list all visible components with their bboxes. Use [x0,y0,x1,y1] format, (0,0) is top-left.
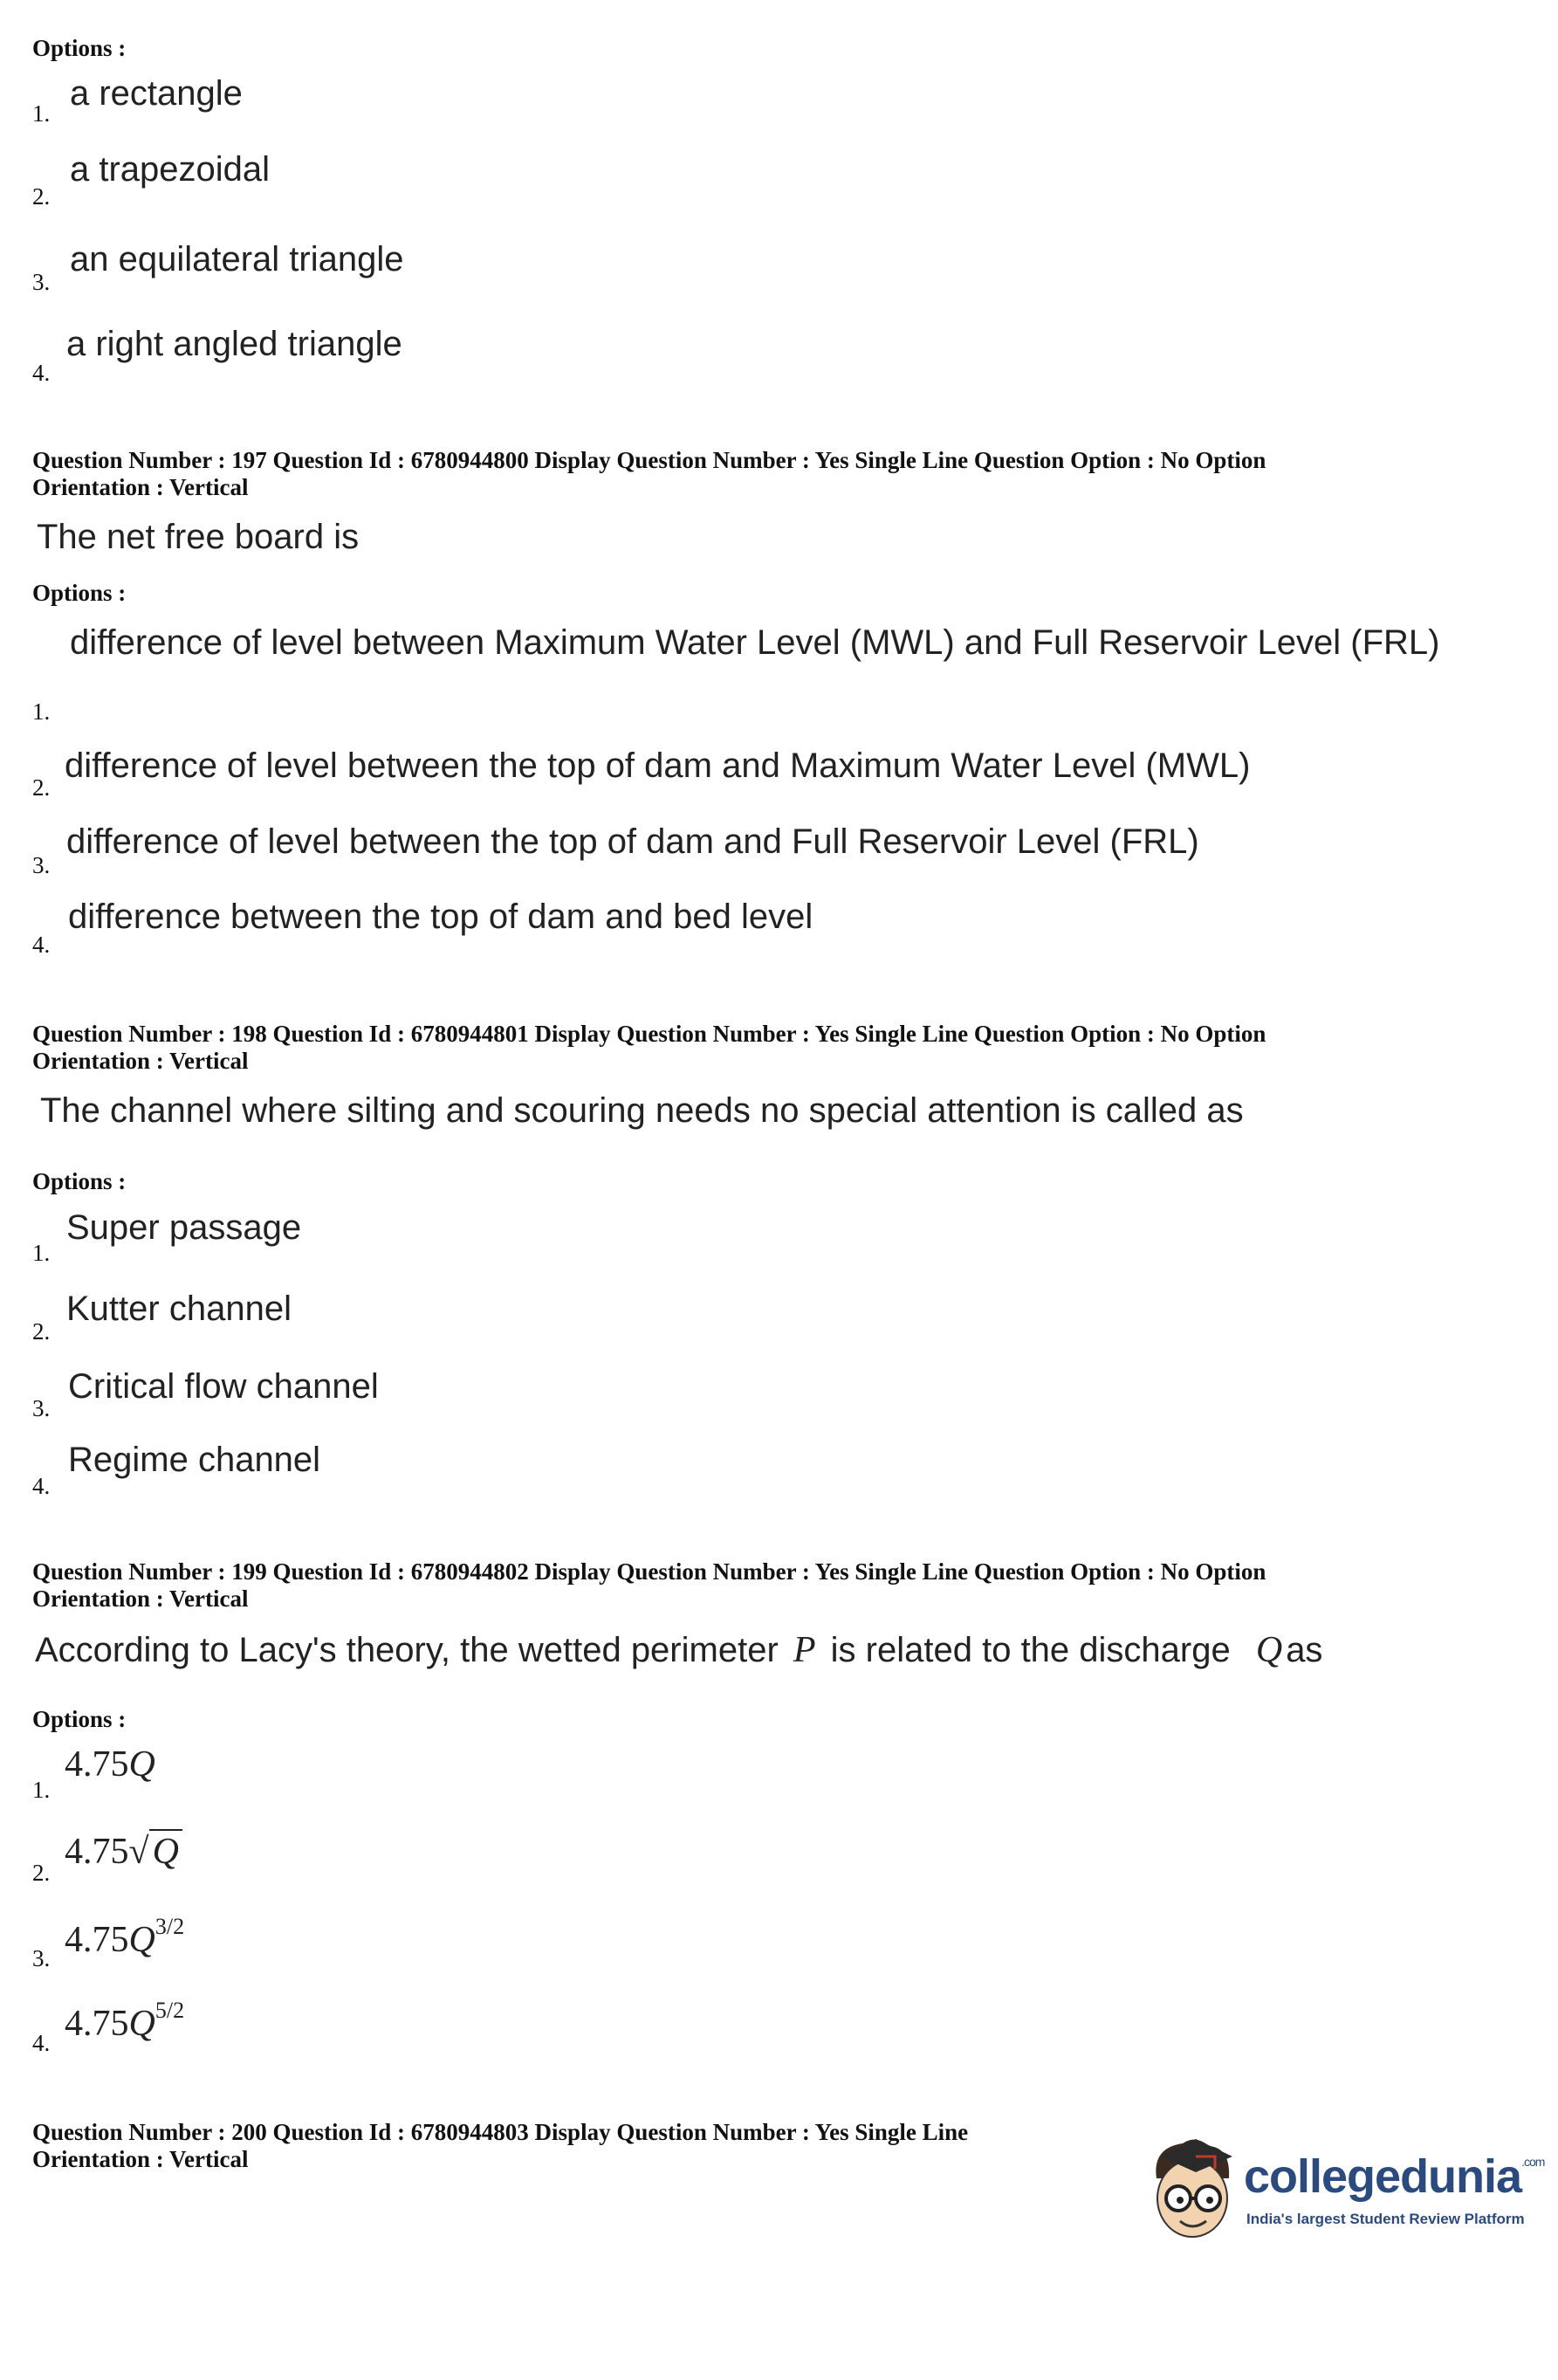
question-meta-line: Orientation : Vertical [32,1048,249,1074]
question-meta-line: Orientation : Vertical [32,474,249,500]
logo-suffix: .com [1521,2155,1545,2169]
option-number: 2. [32,1318,51,1345]
option-number: 1. [32,698,51,725]
option-text: Critical flow channel [68,1367,379,1406]
option-text: Kutter channel [66,1290,292,1328]
option-number: 3. [32,1395,51,1421]
question-197-meta [32,447,1534,501]
option-text: difference of level between Maximum Water Level (MWL) and Full Reservoir Level (FRL) [70,623,1440,662]
option-text: a trapezoidal [70,150,271,189]
question-meta-line: Question Number : 198 Question Id : 6780944801 Display Question Number : Yes Single Line Question Option : No Option [32,1021,1266,1047]
question-199-meta [32,1558,1534,1613]
option-text: a rectangle [70,74,243,113]
option-number: 1. [32,100,51,127]
option-text: Regime channel [68,1441,321,1479]
question-meta-line: Question Number : 199 Question Id : 6780944802 Display Question Number : Yes Single Line Question Option : No Option [32,1558,1266,1585]
option-text: Super passage [66,1208,302,1247]
option-formula: $4.75Q^{5/2}$ [65,1998,185,2044]
question-198-meta [32,1021,1534,1075]
question-199-text: According to Lacy's theory, the wetted perimeter P is related to the discharge Q as [35,1630,1323,1670]
option-formula: 4.75Q [65,1744,155,1785]
question-200-meta [32,2119,1097,2173]
question-meta-line: Orientation : Vertical [32,1586,249,1612]
option-text: a right angled triangle [66,325,402,363]
option-number: 2. [32,183,51,210]
option-text: difference of level between the top of dam and Maximum Water Level (MWL) [65,746,1251,785]
option-text: an equilateral triangle [70,240,404,279]
option-text: difference of level between the top of dam and Full Reservoir Level (FRL) [66,822,1199,861]
square-root-symbol: √ [128,1832,149,1872]
option-formula: 4.75√Q [65,1829,182,1873]
options-label: Options : [32,35,127,61]
question-197-text: The net free board is [37,518,360,556]
option-number: 3. [32,269,51,295]
option-number: 4. [32,360,51,386]
question-198-text: The channel where silting and scouring needs no special attention is called as [40,1091,1244,1130]
option-number: 1. [32,1240,51,1266]
option-text: difference between the top of dam and bed level [68,898,813,936]
options-label: Options : [32,1168,127,1194]
question-meta-line: Question Number : 197 Question Id : 6780944800 Display Question Number : Yes Single Line Question Option : No Option [32,447,1266,473]
options-label: Options : [32,1706,127,1732]
option-number: 3. [32,852,51,878]
option-number: 4. [32,932,51,958]
collegedunia-logo [1135,2130,1545,2261]
options-label: Options : [32,580,127,606]
option-number: 2. [32,774,51,801]
option-number: 4. [32,1473,51,1499]
logo-wordmark: collegedunia [1244,2150,1522,2203]
question-meta-line: Orientation : Vertical [32,2146,249,2172]
option-number: 4. [32,2030,51,2056]
mascot-icon [1135,2130,1248,2261]
option-number: 3. [32,1945,51,1971]
option-number: 1. [32,1777,51,1803]
option-number: 2. [32,1860,51,1886]
question-meta-line: Question Number : 200 Question Id : 6780944803 Display Question Number : Yes Single Line [32,2119,969,2145]
option-formula: $4.75Q^{3/2}$ [65,1914,185,1960]
logo-tagline: India's largest Student Review Platform [1246,2211,1525,2227]
